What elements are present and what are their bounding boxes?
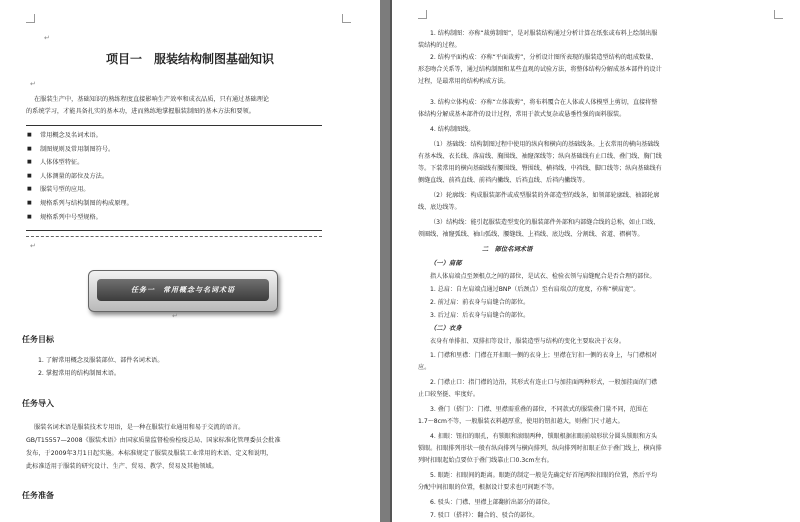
task-intro-line-1: 服装名词术语是服装技术专用语，是一种在服装行业通用和易于交流的语言。 bbox=[34, 424, 245, 431]
body-line: 衣身有单排扣、双排扣等设计，服装造型与结构的变化主要取决于衣身。 bbox=[430, 338, 625, 345]
body-line: 分配中间扣眼的位置，根据设计要求也可间距不等。 bbox=[418, 484, 559, 491]
body-line: 侧缝直线、前裆直线、前裆内撇线、后裆直线、后裆内撇线等。 bbox=[418, 177, 589, 184]
section-heading-positions: 二 部位名词术语 bbox=[482, 246, 533, 253]
body-line: 形态吻合关系等，通过结构制图和某些直观的试验方法，将整体结构分解成基本部件的设计 bbox=[418, 66, 662, 73]
body-line: 2. 结构平面构成：亦称“平面裁剪”，分析设计图所表现的服装造型结构的组成数量、 bbox=[430, 54, 658, 61]
section-break-line bbox=[26, 236, 322, 237]
body-line: 有基本线、衣长线、落肩线、胸围线、袖窿深线等；纵向基础线有止口线、叠门线、胸门线 bbox=[418, 153, 662, 160]
body-line: 2. 前过肩：前衣身与肩缝合的部位。 bbox=[430, 299, 530, 306]
body-line: 1.7～8cm不等，一般服装衣料越厚重，使用的钮扣越大，则叠门尺寸越大。 bbox=[418, 418, 624, 425]
list-item: ■ 常用概念及名词术语。 bbox=[24, 129, 133, 143]
body-line: 止口较坚挺、牢度好。 bbox=[418, 391, 479, 398]
objectives-list bbox=[24, 129, 133, 224]
body-line: 装结构的过程。 bbox=[418, 42, 461, 49]
body-line: 锁眼。扣眼排列形状一般有纵向排列与横向排列，纵向排列时扣眼正位于叠门线上，横向排 bbox=[418, 445, 662, 452]
task-goal-heading: 任务目标 bbox=[22, 335, 54, 344]
task-goal-item-1: 1. 了解常用概念及服装部位、部件名词术语。 bbox=[38, 357, 164, 364]
body-line: （1）基础线：结构制图过程中使用的纵向和横向的基础线条。上衣常用的横向基础线 bbox=[430, 141, 660, 148]
margin-corner-mark bbox=[774, 10, 783, 19]
body-line: 1. 总肩：自左肩端点通过BNP（后颈点）至右肩端点的宽度，亦称“横肩宽”。 bbox=[430, 286, 640, 293]
body-line: 1. 结构制图：亦称“裁剪制图”，是对服装结构通过分析计算在纸张或布料上绘制出服 bbox=[430, 30, 658, 37]
body-line: 5. 眼距：扣眼间的距离。眼距的制定一般是先确定好首尾两粒扣眼的位置，然后平均 bbox=[430, 472, 658, 479]
list-item: ■ 人体体型特征。 bbox=[24, 156, 133, 170]
list-item: ■ 规格系列与结构制图的构成原理。 bbox=[24, 197, 133, 211]
body-line: 3. 结构立体构成：亦称“立体裁剪”，将布料覆合在人体或人体模型上剪切，直接将整 bbox=[430, 99, 658, 106]
margin-corner-mark bbox=[342, 14, 351, 23]
body-line: 指人体肩端点至颈根点之间的部位，是试衣、检验衣领与肩缝配合是否合理的部位。 bbox=[430, 273, 656, 280]
left-document-page bbox=[0, 0, 380, 522]
body-line: 3. 后过肩：后衣身与肩缝合的部位。 bbox=[430, 312, 530, 319]
task-intro-line-3: 发布，于2009年3月1日起实施。本标准规定了服装及服装工业常用的术语、定义和说明， bbox=[26, 450, 273, 457]
section-rule-bottom bbox=[26, 230, 322, 231]
body-line: 1. 门襟和里襟：门襟在开扣眼一侧的衣身上；里襟在钉扣一侧的衣身上，与门襟相对 bbox=[430, 352, 658, 359]
section-rule-top bbox=[26, 125, 322, 126]
paragraph-mark-icon: ↵ bbox=[172, 312, 178, 320]
body-line: （3）结构线：能引起服装造型变化的服装部件外部和内部缝合线的总称，如止口线、 bbox=[430, 219, 660, 226]
margin-corner-mark bbox=[26, 14, 35, 23]
page-title: 项目一 服装结构制图基础知识 bbox=[105, 52, 274, 66]
body-line: 6. 驳头：门襟、里襟上部翻折出部分的部位。 bbox=[430, 499, 554, 506]
subsection-heading-body: （二）衣身 bbox=[430, 325, 462, 332]
intro-line-2: 的系统学习，才能具备扎实的基本功，进而熟练地掌握服装制图的基本方法和要领。 bbox=[26, 108, 255, 115]
page-gutter bbox=[380, 0, 390, 522]
body-line: 应。 bbox=[418, 364, 431, 371]
body-line: 7. 驳口（搭袢）：翻合的、驳合的部位。 bbox=[430, 512, 539, 519]
margin-corner-mark bbox=[418, 10, 427, 19]
body-line: 线、底边线等。 bbox=[418, 204, 461, 211]
task-intro-heading: 任务导入 bbox=[22, 399, 54, 408]
list-item: ■ 规格系列中号型规格。 bbox=[24, 211, 133, 225]
body-line: 3. 叠门（搭门）：门襟、里襟需重叠的部位，不同款式的服装叠门量不同，范围在 bbox=[430, 406, 648, 413]
paragraph-mark-icon: ↵ bbox=[30, 80, 36, 88]
task-goal-item-2: 2. 掌握常用的结构制图术语。 bbox=[38, 370, 121, 377]
task-intro-line-2: GB/T15557—2008《服装术语》由国家质量监督检验检疫总局、国家标准化管理委员会批准 bbox=[26, 437, 281, 444]
body-line: 过程，是最常用的结构构成方法。 bbox=[418, 78, 510, 85]
body-line: 列时扣眼起始点要位于叠门线靠止口0.3cm左右。 bbox=[418, 457, 553, 464]
list-item: ■ 服装号型的应用。 bbox=[24, 183, 133, 197]
intro-line-1: 在服装生产中，基础知识的熟练程度直接影响生产效率和成衣品质，只有通过基础理论 bbox=[34, 96, 270, 103]
paragraph-mark-icon: ↵ bbox=[30, 242, 36, 250]
subsection-heading-shoulder: （一）肩部 bbox=[430, 260, 462, 267]
task-prep-heading: 任务准备 bbox=[22, 491, 54, 500]
task-intro-line-4: 此标准适用于服装的研究设计、生产、贸易、教学、贸易及其他领域。 bbox=[26, 463, 218, 470]
body-line: 2. 门襟止口：指门襟的边沿，其形式有连止口与加挂面两种形式，一般加挂面的门襟 bbox=[430, 379, 658, 386]
body-line: 体结构分解成基本部件的设计过程，常用于款式复杂或悬垂性强的面料服装。 bbox=[418, 111, 626, 118]
task-banner bbox=[88, 270, 278, 312]
paragraph-mark-icon: ↵ bbox=[44, 34, 50, 42]
body-line: （2）轮廓线：构成服装部件或成型服装的外部造型的线条，如领部轮廓线、袖部轮廓 bbox=[430, 192, 660, 199]
right-document-page bbox=[390, 0, 800, 522]
task-banner-label: 任务一 常用概念与名词术语 bbox=[97, 279, 269, 301]
list-item: ■ 人体测量的部位及方法。 bbox=[24, 170, 133, 184]
body-line: 等。下装常用的横向基础线有腰围线、臀围线、横裆线、中裆线、脚口线等；纵向基础线有 bbox=[418, 165, 662, 172]
list-item: ■ 制图规则及常用制图符号。 bbox=[24, 143, 133, 157]
body-line: 4. 结构制图线。 bbox=[430, 126, 475, 133]
body-line: 领圈线、袖窿弧线、袖山弧线、腰缝线、上裆线、底边线、分割线、省道、褶裥等。 bbox=[418, 231, 644, 238]
body-line: 4. 扣眼：钮扣的眼孔，有锁眼和滚眼两种，锁眼根据扣眼前端形状分圆头锁眼和方头 bbox=[430, 433, 658, 440]
